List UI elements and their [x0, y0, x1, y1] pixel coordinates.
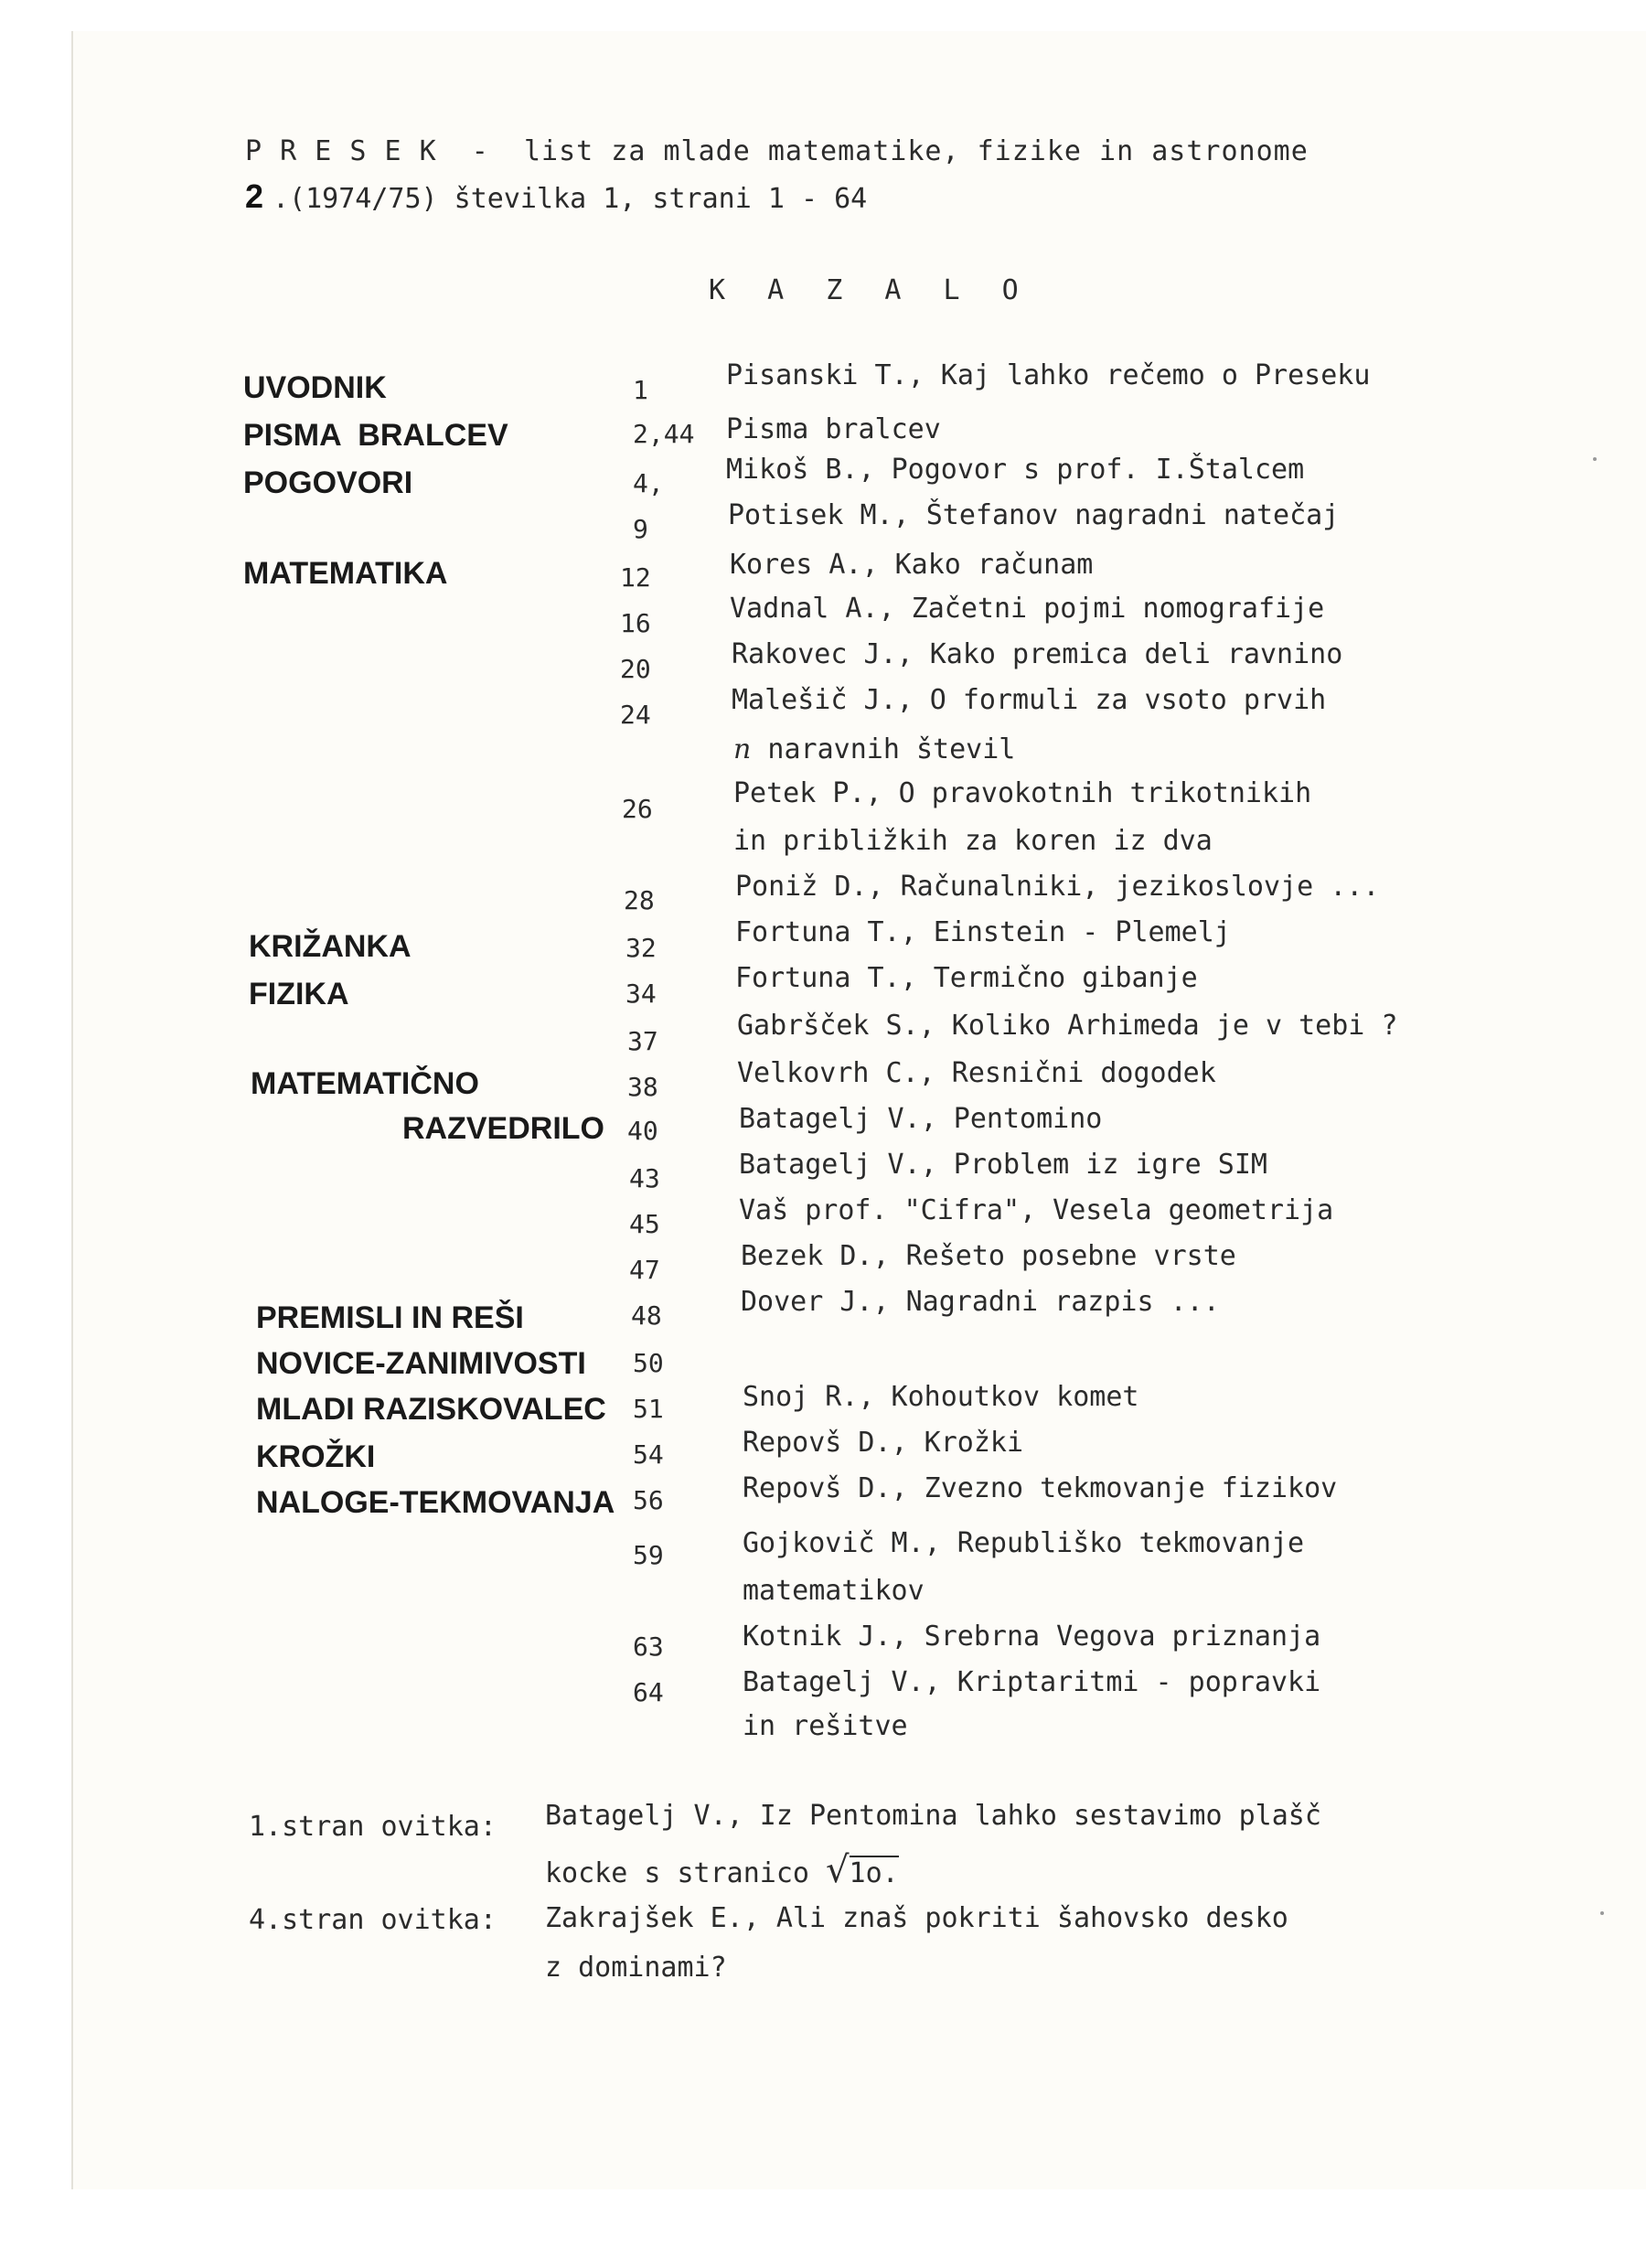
entry-page: 32	[625, 933, 657, 963]
entry-page: 45	[629, 1209, 660, 1239]
section-krizanka: KRIŽANKA	[249, 929, 412, 964]
entry-title: Poniž D., Računalniki, jezikoslovje ...	[735, 871, 1380, 903]
entry-title: Gabršček S., Koliko Arhimeda je v tebi ?	[737, 1010, 1398, 1042]
entry-page: 4,	[633, 468, 664, 498]
entry-title: Petek P., O pravokotnih trikotnikih	[733, 777, 1312, 809]
entry-page: 59	[633, 1540, 664, 1570]
section-uvodnik: UVODNIK	[243, 370, 387, 405]
entry-page: 63	[633, 1631, 664, 1662]
entry-page: 16	[620, 608, 651, 638]
entry-title: Pisma bralcev	[726, 413, 941, 445]
header-issue-line: .(1974/75) številka 1, strani 1 - 64	[273, 183, 868, 215]
cover-front-label: 1.stran ovitka:	[249, 1811, 497, 1843]
entry-title: Batagelj V., Problem iz igre SIM	[739, 1149, 1267, 1181]
entry-title: Bezek D., Rešeto posebne vrste	[741, 1240, 1236, 1272]
entry-page: 28	[624, 885, 655, 915]
entry-title: Vaš prof. "Cifra", Vesela geometrija	[739, 1194, 1334, 1226]
entry-page: 12	[620, 562, 651, 593]
section-matematika: MATEMATIKA	[243, 556, 448, 591]
entry-title: Velkovrh C., Resnični dogodek	[737, 1057, 1216, 1089]
entry-page: 54	[633, 1439, 664, 1470]
entry-page: 20	[620, 654, 651, 684]
entry-page: 51	[633, 1394, 664, 1424]
entry-title: Potisek M., Štefanov nagradni natečaj	[728, 499, 1340, 531]
section-matematicno: MATEMATIČNO	[251, 1066, 479, 1101]
entry-page: 47	[629, 1255, 660, 1285]
entry-title: Kotnik J., Srebrna Vegova priznanja	[743, 1621, 1321, 1653]
entry-title: Repovš D., Krožki	[743, 1427, 1024, 1459]
cover-back-label: 4.stran ovitka:	[249, 1904, 497, 1936]
entry-title: Kores A., Kako računam	[730, 549, 1094, 581]
section-fizika: FIZIKA	[249, 977, 349, 1011]
entry-title: Rakovec J., Kako premica deli ravnino	[732, 638, 1343, 670]
section-razvedrilo: RAZVEDRILO	[402, 1111, 604, 1146]
entry-title: Pisanski T., Kaj lahko rečemo o Preseku	[726, 359, 1371, 391]
entry-page: 43	[629, 1163, 660, 1193]
entry-page: 56	[633, 1485, 664, 1515]
square-root-value: 1o.	[849, 1857, 899, 1889]
section-krozki: KROŽKI	[256, 1439, 376, 1474]
section-mladi-raziskovalec: MLADI RAZISKOVALEC	[256, 1392, 606, 1427]
entry-page: 9	[633, 514, 648, 544]
entry-page: 38	[627, 1072, 658, 1102]
section-pogovori: POGOVORI	[243, 465, 413, 500]
entry-page: 26	[622, 794, 653, 824]
entry-title: Snoj R., Kohoutkov komet	[743, 1381, 1139, 1413]
entry-title: Mikoš B., Pogovor s prof. I.Štalcem	[726, 454, 1305, 486]
entry-title: Dover J., Nagradni razpis ...	[741, 1286, 1220, 1318]
cover-front-text-part: kocke s stranico	[545, 1857, 827, 1889]
entry-page: 37	[627, 1026, 658, 1056]
entry-title: Batagelj V., Kriptaritmi - popravki	[743, 1666, 1321, 1698]
entry-page: 40	[627, 1116, 658, 1146]
cover-back-text-continued: z dominami?	[545, 1952, 727, 1984]
entry-title: Malešič J., O formuli za vsoto prvih	[732, 684, 1327, 716]
scan-speck	[1593, 457, 1597, 461]
cover-front-text-continued	[545, 1849, 899, 1891]
entry-title: Repovš D., Zvezno tekmovanje fizikov	[743, 1472, 1338, 1504]
entry-title-continued: matematikov	[743, 1575, 925, 1607]
square-root-symbol: √	[826, 1849, 850, 1891]
entry-title: Vadnal A., Začetni pojmi nomografije	[730, 593, 1325, 625]
contents-title: K A Z A L O	[709, 274, 1031, 306]
entry-title: Fortuna T., Einstein - Plemelj	[735, 916, 1231, 948]
entry-page: 1	[633, 375, 648, 405]
entry-page: 48	[631, 1300, 662, 1331]
entry-title: Fortuna T., Termično gibanje	[735, 962, 1198, 994]
entry-title-continued: in približkih za koren iz dva	[733, 825, 1213, 857]
section-novice-zanimivosti: NOVICE-ZANIMIVOSTI	[256, 1346, 586, 1381]
entry-title-continued: in rešitve	[743, 1710, 908, 1742]
header-journal-line: P R E S E K - list za mlade matematike, fizike in astronome	[245, 135, 1309, 167]
cover-front-text: Batagelj V., Iz Pentomina lahko sestavimo plašč	[545, 1800, 1321, 1832]
cover-back-text: Zakrajšek E., Ali znaš pokriti šahovsko desko	[545, 1902, 1288, 1934]
entry-page: 2,44	[633, 419, 695, 449]
section-naloge-tekmovanja: NALOGE-TEKMOVANJA	[256, 1485, 615, 1520]
entry-title-continued: n naravnih števil	[733, 733, 1016, 765]
section-premisli-in-resi: PREMISLI IN REŠI	[256, 1300, 524, 1335]
issue-volume-number: 2	[245, 177, 264, 215]
entry-title: Gojkovič M., Republiško tekmovanje	[743, 1527, 1305, 1559]
section-pisma-bralcev: PISMA BRALCEV	[243, 418, 508, 453]
scan-speck	[1600, 1911, 1604, 1915]
entry-page: 24	[620, 700, 651, 730]
entry-page: 50	[633, 1348, 664, 1378]
entry-page: 34	[625, 979, 657, 1009]
entry-title: Batagelj V., Pentomino	[739, 1103, 1103, 1135]
entry-page: 64	[633, 1677, 664, 1707]
